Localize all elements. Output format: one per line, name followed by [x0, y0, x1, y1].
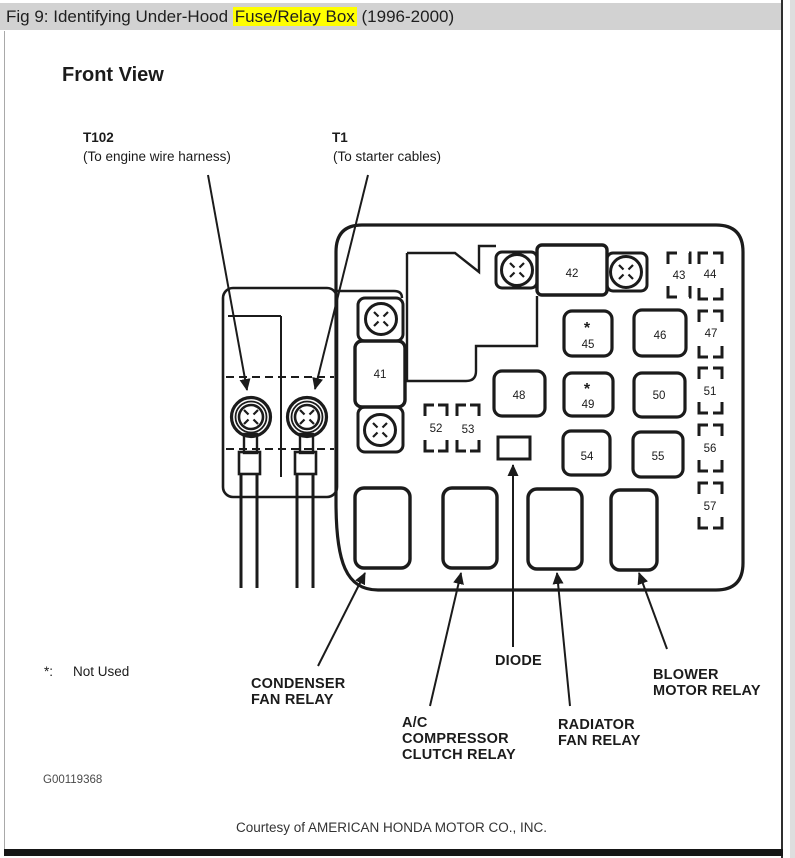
- connector-t1-desc: (To starter cables): [333, 149, 442, 164]
- terminal-ring-icon: [288, 398, 327, 437]
- terminal-housing: [223, 288, 337, 588]
- ac-label-line3: CLUTCH RELAY: [402, 747, 516, 763]
- ac-label-line1: A/C: [402, 715, 428, 731]
- fuse-44-number: 44: [703, 269, 717, 281]
- fuse-49-star: *: [583, 381, 591, 398]
- not-used-text: Not Used: [73, 664, 130, 679]
- radiator-arrow: [557, 573, 570, 706]
- fuse-49-number: 49: [581, 399, 595, 411]
- fuse-53-number: 53: [461, 424, 475, 436]
- radiator-fan-relay-box: [528, 489, 582, 569]
- radiator-label-line1: RADIATOR: [558, 717, 635, 733]
- fuse-45-number: 45: [581, 339, 595, 351]
- fuse-48-number: 48: [512, 390, 526, 402]
- fuse-55-number: 55: [651, 451, 665, 463]
- fuse-50-number: 50: [652, 390, 666, 402]
- courtesy-line: Courtesy of AMERICAN HONDA MOTOR CO., INC.: [235, 820, 548, 835]
- component-arrows: [318, 465, 667, 706]
- fuse-45-star: *: [583, 320, 591, 337]
- connector-t102-desc: (To engine wire harness): [83, 149, 231, 164]
- t102-arrow: [208, 175, 247, 390]
- figure-title-prefix: Fig 9: Identifying Under-Hood: [6, 7, 233, 26]
- bolt-screw-icon: [502, 255, 533, 286]
- t1-arrow: [315, 175, 368, 389]
- view-title: Front View: [62, 64, 164, 86]
- fuse-57-number: 57: [703, 501, 717, 513]
- fuse-41-number: 41: [373, 369, 387, 381]
- bolt-screw-icon: [611, 257, 642, 288]
- not-used-symbol: *:: [44, 664, 54, 679]
- fuse-42-number: 42: [565, 268, 579, 280]
- connector-t102-label: T102: [83, 130, 114, 145]
- fuse-54-number: 54: [580, 451, 594, 463]
- fuse-51-number: 51: [703, 386, 717, 398]
- ac-arrow: [430, 573, 461, 706]
- connector-t1-label: T1: [332, 130, 348, 145]
- bolt-screw-icon: [366, 304, 397, 335]
- fuse-46-number: 46: [653, 330, 667, 342]
- figure-title-highlight: Fuse/Relay Box: [234, 7, 355, 26]
- component-labels: [251, 653, 761, 763]
- diode-box: [498, 437, 530, 459]
- blower-label-line2: MOTOR RELAY: [653, 683, 761, 699]
- terminal-ring-icon: [232, 398, 271, 437]
- blower-motor-relay-box: [611, 490, 657, 570]
- figure-code: G00119368: [43, 774, 103, 786]
- fuse-43-number: 43: [672, 270, 686, 282]
- fuse-56-number: 56: [703, 443, 717, 455]
- connector-arrows: [208, 175, 368, 390]
- condenser-label-line1: CONDENSER: [251, 676, 346, 692]
- relays: [355, 488, 657, 570]
- fuse-47-number: 47: [704, 328, 718, 340]
- blower-label-line1: BLOWER: [653, 667, 719, 683]
- terminal-cables: [239, 434, 316, 588]
- fuse-52-number: 52: [429, 423, 443, 435]
- bolt-screw-icon: [365, 415, 396, 446]
- condenser-label-line2: FAN RELAY: [251, 692, 334, 708]
- figure-title-suffix: (1996-2000): [356, 7, 455, 26]
- condenser-fan-relay-box: [355, 488, 410, 568]
- blower-arrow: [639, 573, 667, 649]
- radiator-label-line2: FAN RELAY: [558, 733, 641, 749]
- ac-label-line2: COMPRESSOR: [402, 731, 509, 747]
- ac-compressor-clutch-relay-box: [443, 488, 497, 568]
- condenser-arrow: [318, 573, 365, 666]
- diode-label: DIODE: [495, 653, 542, 669]
